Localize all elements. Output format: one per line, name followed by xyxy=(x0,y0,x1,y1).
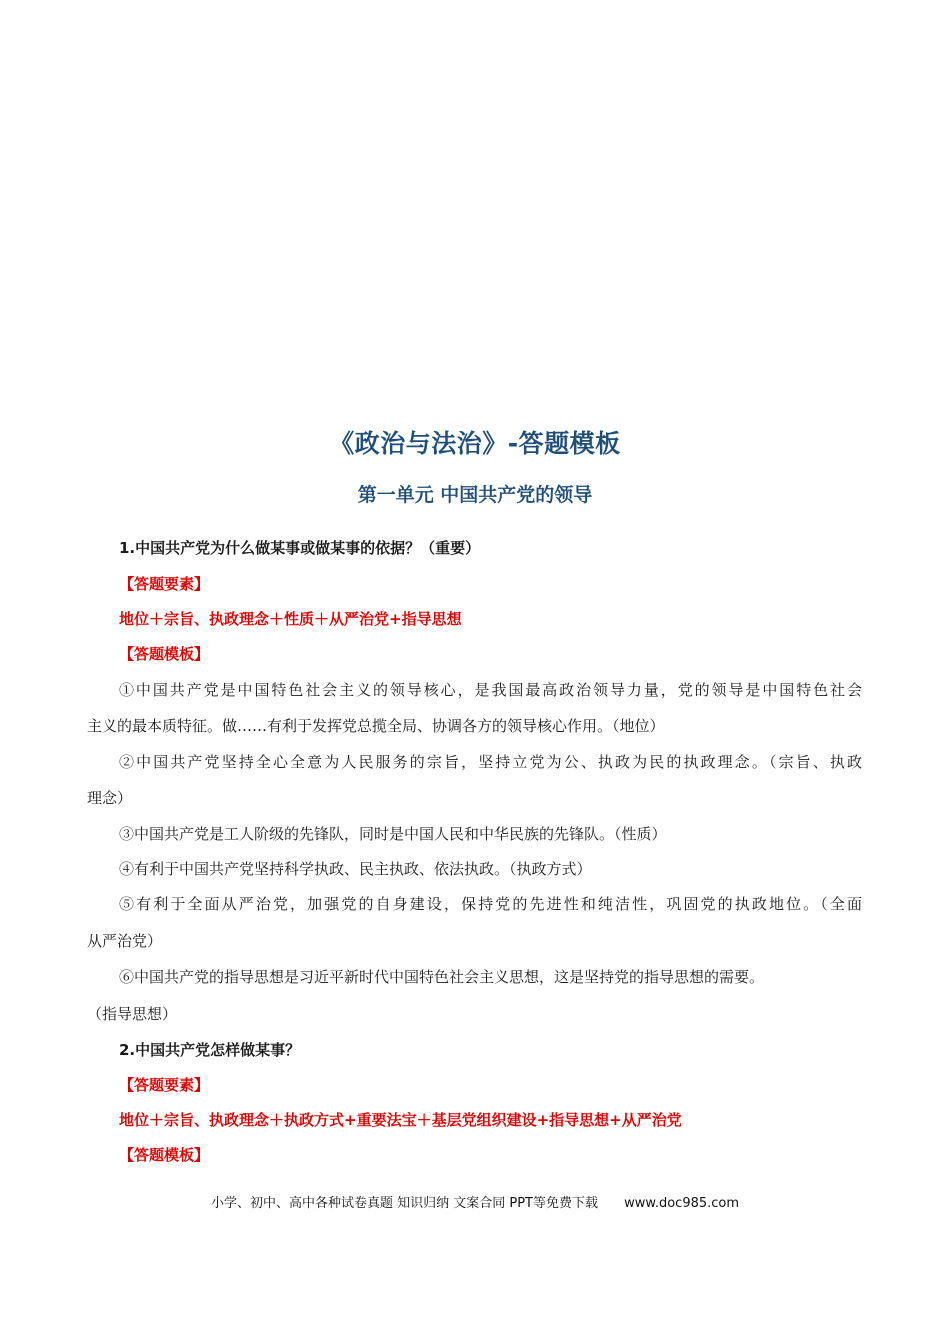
q1-point-1-line-1: ①中国共产党是中国特色社会主义的领导核心，是我国最高政治领导力量，党的领导是中国特色社会 xyxy=(119,681,862,699)
question-2: 2.中国共产党怎样做某事？ xyxy=(119,1041,301,1059)
q1-elements-label: 【答题要素】 xyxy=(119,575,210,593)
page-footer xyxy=(0,1192,950,1211)
q1-template-label: 【答题模板】 xyxy=(119,645,210,663)
q1-point-6-line-1: ⑥中国共产党的指导思想是习近平新时代中国特色社会主义思想，这是坚持党的指导思想的需要。 xyxy=(119,968,765,986)
q1-point-6-line-2: （指导思想） xyxy=(87,1005,178,1023)
q2-template-label: 【答题模板】 xyxy=(119,1146,210,1164)
q1-point-2-line-2: 理念） xyxy=(87,789,133,807)
q1-point-5-line-2: 从严治党） xyxy=(87,932,163,950)
document-title: 《政治与法治》-答题模板 xyxy=(329,429,621,458)
q1-point-1-line-2: 主义的最本质特征。做……有利于发挥党总揽全局、协调各方的领导核心作用。（地位） xyxy=(87,717,665,735)
q2-elements-label: 【答题要素】 xyxy=(119,1076,210,1094)
q1-point-5-line-1: ⑤有利于全面从严治党，加强党的自身建设，保持党的先进性和纯洁性，巩固党的执政地位。（全面 xyxy=(119,895,862,913)
q1-point-4: ④有利于中国共产党坚持科学执政、民主执政、依法执政。（执政方式） xyxy=(119,860,592,878)
unit-subtitle: 第一单元 中国共产党的领导 xyxy=(357,484,593,506)
q2-elements: 地位＋宗旨、执政理念＋执政方式+重要法宝＋基层党组织建设+指导思想+从严治党 xyxy=(119,1111,682,1129)
footer-url-link[interactable]: www.doc985.com xyxy=(624,1196,740,1211)
q1-elements: 地位＋宗旨、执政理念＋性质＋从严治党+指导思想 xyxy=(119,610,462,628)
q1-point-3: ③中国共产党是工人阶级的先锋队，同时是中国人民和中华民族的先锋队。（性质） xyxy=(119,825,667,843)
q1-point-2-line-1: ②中国共产党坚持全心全意为人民服务的宗旨，坚持立党为公、执政为民的执政理念。（宗旨、执政 xyxy=(119,753,862,771)
question-1: 1.中国共产党为什么做某事或做某事的依据？（重要） xyxy=(119,539,481,557)
footer-text: 小学、初中、高中各种试卷真题 知识归纳 文案合同 PPT等免费下载 xyxy=(210,1196,598,1211)
